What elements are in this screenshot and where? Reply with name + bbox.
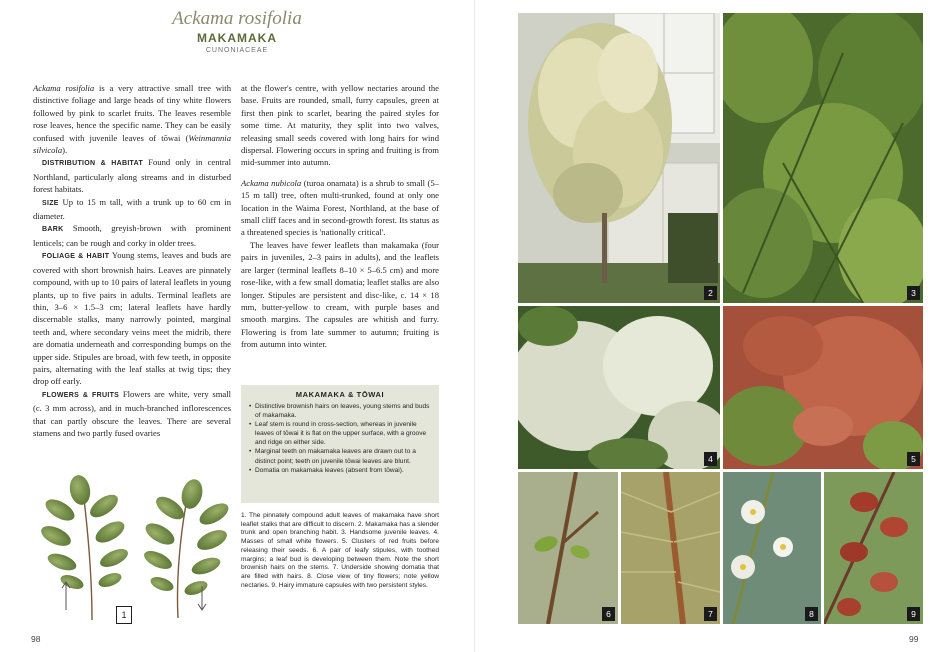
photo-red-fruits: [723, 306, 923, 469]
photo-number: 4: [704, 452, 717, 466]
comparison-box: [241, 385, 439, 503]
section-bark: BARK Smooth, greyish-brown with prominent lenticels; can be rough and corky in older trees.: [33, 223, 231, 248]
page-number-right: 99: [909, 634, 919, 644]
photo-juvenile-leaves: [723, 13, 923, 303]
nubicola-leaves-paragraph: The leaves have fewer leaflets than makamaka (four pairs in juveniles, 2–3 pairs in adults), and the leaflets are larger (terminal leaflets 8–10 × 5–6.5 cm) and more rose-like, with a few small domatia; leaflet stalks are also longer. Stipules are persistent and disc-like, c. 14 × 18 mm, butter-yellow to cream, with purple bases and smooth margins. The capsules are whitish and furry. Flowering is from late summer to autumn; fruiting is from autumn into winter.: [241, 239, 439, 350]
photo-number: 5: [907, 452, 920, 466]
comparison-item: • Domatia on makamaka leaves (absent from tōwai).: [249, 466, 431, 475]
photo-leaf-underside: [621, 472, 720, 624]
comparison-item: • Leaf stem is round in cross-section, whereas in juvenile leaves of tōwai it is flat on the upper surface, with a groove and ridge on either side.: [249, 420, 431, 447]
intro-paragraph: Ackama rosifolia is a very attractive small tree with distinctive foliage and large heads of tiny white flowers followed by pink to scarlet fruits. The leaves resemble rose leaves, hence the specific name. They can be easily confused with juvenile leaves of tōwai (Weinmannia silvicola).: [33, 83, 231, 156]
photo-stipules: [518, 472, 618, 624]
family-name: CUNONIACEAE: [205, 47, 269, 54]
photo-number: 6: [602, 607, 615, 621]
photo-tree: [518, 13, 720, 303]
common-name: MAKAMAKA: [197, 31, 277, 45]
text-column-1: [33, 82, 231, 439]
photo-white-flowers: [518, 306, 720, 469]
comparison-list: [249, 402, 431, 475]
photo-number: 3: [907, 286, 920, 300]
comparison-item: • Marginal teeth on makamaka leaves are drawn out to a distinct point; teeth on juvenile tōwai leaves are blunt.: [249, 447, 431, 465]
photo-capsules: [824, 472, 923, 624]
photo-number: 2: [704, 286, 717, 300]
photo-number: 8: [805, 607, 818, 621]
section-foliage: FOLIAGE & HABIT Young stems, leaves and buds are covered with short brownish hairs. Leaves are pinnately compound, with up to 10 pairs of lateral leaflets in young plants, up to five pairs in adults. Terminal leaflets are thin, 3–6 × 1.5–3 cm; lateral leaflets have hardly discernable stalks, many narrowly pointed, marginal teeth and, where secondary veins meet the midrib, there are domatia underneath and corresponding bumps on the upper side. Stipules are broad, with few teeth, in opposite pairs, alternating with the leaf stalks at twig tips; they drop off early.: [33, 250, 231, 387]
species-title: Ackama rosifolia: [172, 8, 302, 29]
section-distribution: DISTRIBUTION & HABITAT Found only in central Northland, particularly along streams and in disturbed forest habitats.: [33, 157, 231, 195]
page-number-left: 98: [31, 634, 41, 644]
figure-captions: 1. The pinnately compound adult leaves of makamaka have short leaflet stalks that are difficult to discern. 2. Makamaka has a slender trunk and open branching habit. 3. Handsome juvenile leaves. 4. Masses of small white flowers. 5. Clusters of red fruits before releasing their seeds. 6. A pair of leafy stipules, with toothed margins; a leaf bud is developing between them. Note the short brownish hairs on the stems. 7. Underside showing domatia that are filled with hairs. 8. Close view of tiny flowers; note yellow nectaries. 9. Hairy immature capsules with two persistent styles.: [241, 512, 439, 589]
comparison-item: • Distinctive brownish hairs on leaves, young stems and buds of makamaka.: [249, 402, 431, 420]
photo-number: 9: [907, 607, 920, 621]
photo-number: 7: [704, 607, 717, 621]
figure-number-1: 1: [116, 606, 132, 624]
section-flowers: FLOWERS & FRUITS Flowers are white, very small (c. 3 mm across), and in much-branched inflorescences that can partly obscure the leaves. There are several stamens and two partly fused ovaries: [33, 388, 231, 438]
page-gutter: [474, 0, 476, 652]
nubicola-paragraph: Ackama nubicola (turoa onamata) is a shrub to small (5–15 m tall) tree, often multi-trunked, found at only one location in the Waima Forest, Northland, at the base of small cliff faces and in second-growth forest. Its status as a threatened species is 'nationally critical'.: [241, 177, 439, 238]
section-size: SIZE Up to 15 m tall, with a trunk up to 60 cm in diameter.: [33, 196, 231, 222]
comparison-box-title: MAKAMAKA & TŌWAI: [295, 390, 385, 399]
photo-flower-closeup: [723, 472, 821, 624]
text-column-2: [241, 82, 439, 351]
flowers-continued: at the flower's centre, with yellow nectaries around the base. Fruits are rounded, small, furry capsules, green at first then pink to scarlet, bearing the paired styles for some time. At maturity, they split into two valves, releasing small seeds covered with long hairs for wind dispersal. Flowering occurs in spring and fruiting is from mid-summer into autumn.: [241, 83, 439, 168]
